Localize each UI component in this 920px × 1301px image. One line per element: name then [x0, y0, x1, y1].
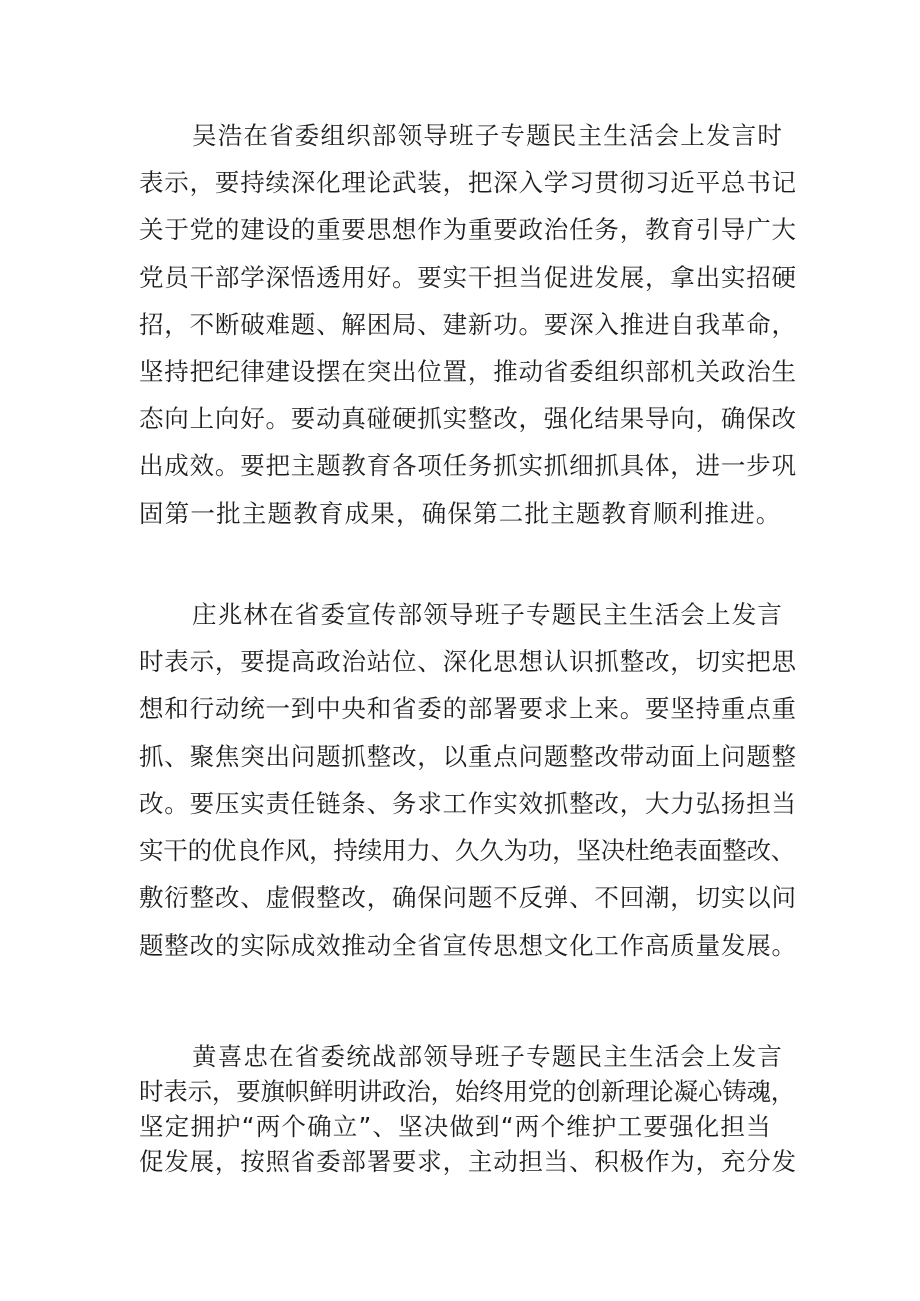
paragraph-line: 吴浩在省委组织部领导班子专题民主生活会上发言时	[192, 121, 784, 150]
paragraph-line: 题整改的实际成效推动全省宣传思想文化工作高质量发展。	[139, 931, 797, 960]
paragraph-line: 实干的优良作风，持续用力、久久为功，坚决杜绝表面整改、	[139, 836, 796, 865]
paragraph-line: 黄喜忠在省委统战部领导班子专题民主生活会上发言	[192, 1042, 784, 1071]
paragraph-line: 出成效。要把主题教育各项任务抓实抓细抓具体，进一步巩	[139, 451, 797, 480]
paragraph-line: 坚定拥护“两个确立”、坚决做到“两个维护工要强化担当	[139, 1112, 772, 1141]
paragraph-line: 坚持把纪律建设摆在突出位置，推动省委组织部机关政治生	[139, 357, 797, 386]
paragraph-line: 招，不断破难题、解困局、建新功。要深入推进自我革命，	[139, 310, 797, 339]
paragraph-line: 时表示，要提高政治站位、深化思想认识抓整改，切实把思	[139, 647, 797, 676]
paragraph-line: 庄兆林在省委宣传部领导班子专题民主生活会上发言	[192, 600, 784, 629]
paragraph-line: 时表示，要旗帜鲜明讲政治，始终用党的创新理论凝心铸魂，	[139, 1077, 796, 1106]
paragraph-line: 改。要压实责任链条、务求工作实效抓整改，大力弘扬担当	[139, 789, 797, 818]
paragraph-line: 固第一批主题教育成果，确保第二批主题教育顺利推进。	[139, 499, 782, 528]
paragraph-line: 敷衍整改、虚假整改，确保问题不反弹、不回潮，切实以问	[139, 883, 797, 912]
paragraph-line: 态向上向好。要动真碰硬抓实整改，强化结果导向，确保改	[139, 404, 797, 433]
paragraph-line: 促发展，按照省委部署要求，主动担当、积极作为，充分发	[139, 1147, 797, 1176]
paragraph-line: 关于党的建设的重要思想作为重要政治任务，教育引导广大	[139, 215, 797, 244]
paragraph-line: 党员干部学深悟透用好。要实干担当促进发展，拿出实招硬	[139, 263, 797, 292]
paragraph-line: 想和行动统一到中央和省委的部署要求上来。要坚持重点重	[139, 694, 797, 723]
paragraph-line: 抓、聚焦突出问题抓整改，以重点问题整改带动面上问题整	[139, 742, 797, 771]
paragraph-line: 表示，要持续深化理论武装，把深入学习贯彻习近平总书记	[139, 168, 797, 197]
